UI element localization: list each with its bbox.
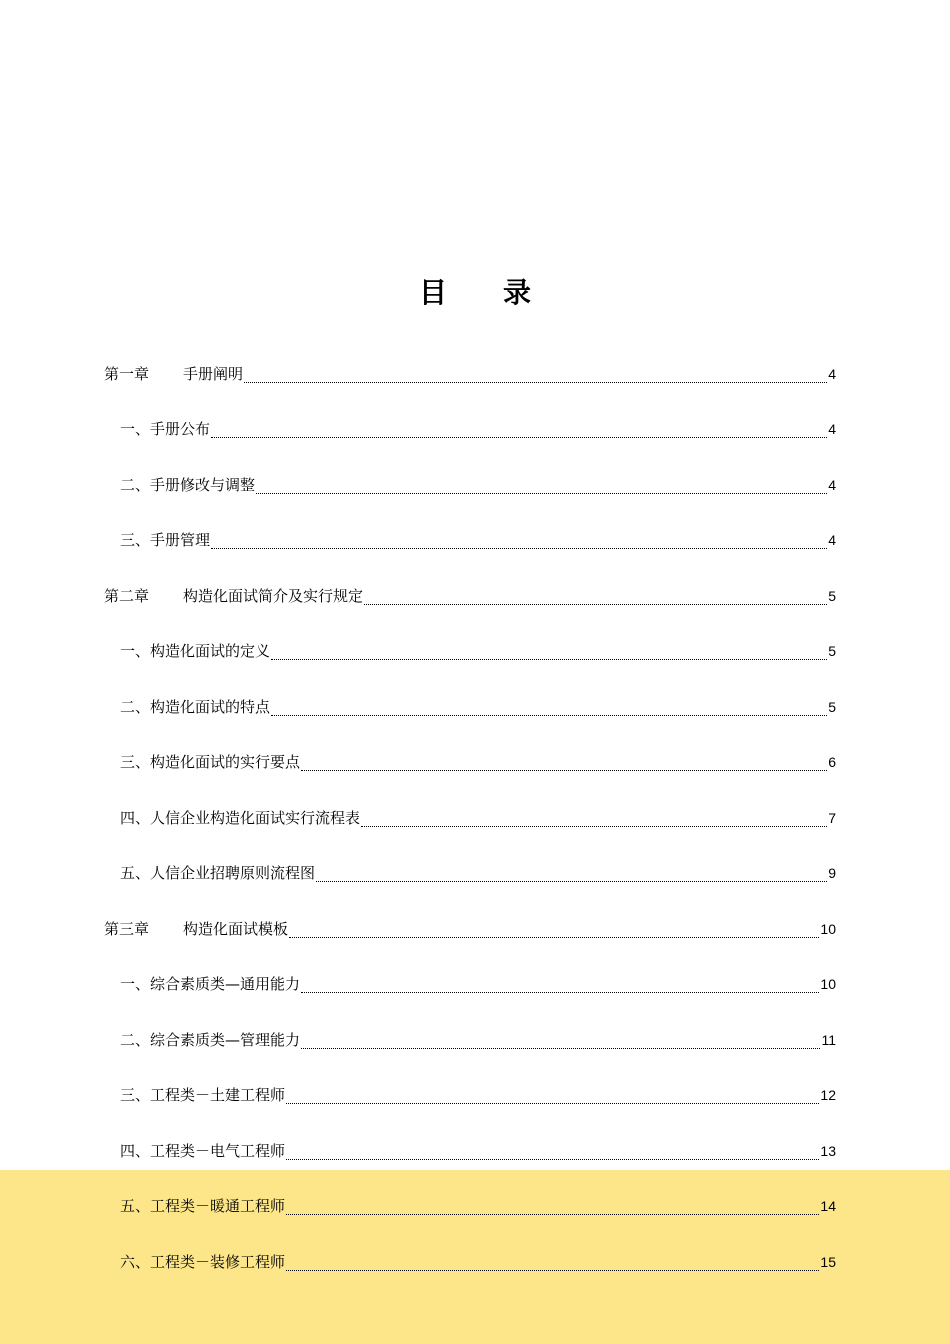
toc-chapter-entry[interactable]: [104, 558, 836, 614]
toc-page-number: 11: [821, 1031, 836, 1048]
toc-page-number: 9: [828, 865, 836, 881]
toc-chapter-entry[interactable]: [104, 891, 836, 947]
page-title-left: 目: [418, 275, 447, 309]
toc-entry-label: 构造化面试的定义: [150, 642, 271, 660]
toc-entry-number: 第三章: [104, 919, 150, 938]
toc-entry-number: 一、: [120, 420, 151, 438]
toc-dot-leader: [244, 382, 827, 383]
toc-section-entry[interactable]: [104, 669, 836, 725]
table-of-contents: [104, 336, 836, 1280]
toc-entry-label: 手册公布: [150, 420, 211, 438]
toc-dot-leader: [271, 659, 827, 660]
toc-page-number: 5: [828, 643, 836, 659]
page-title: [0, 271, 950, 311]
toc-page-number: 14: [820, 1198, 836, 1214]
toc-entry-label: 工程类－装修工程师: [150, 1252, 286, 1271]
toc-entry-number: 第一章: [104, 364, 150, 383]
toc-entry-number: 四、: [120, 808, 151, 827]
toc-page-number: 12: [820, 1087, 836, 1103]
toc-section-entry[interactable]: [104, 1002, 836, 1058]
toc-section-entry[interactable]: [104, 1058, 836, 1114]
toc-dot-leader: [211, 548, 827, 549]
toc-dot-leader: [301, 1048, 820, 1049]
toc-entry-label: 工程类－土建工程师: [150, 1086, 286, 1104]
toc-entry-label: 手册阐明: [183, 364, 244, 383]
page-title-right: 录: [503, 275, 532, 309]
toc-entry-label: 手册修改与调整: [150, 475, 256, 494]
toc-page-number: 4: [828, 532, 836, 548]
toc-entry-number: 四、: [120, 1141, 151, 1160]
toc-entry-number: 五、: [120, 1197, 151, 1215]
toc-page-number: 10: [820, 976, 836, 992]
toc-page-number: 4: [828, 365, 836, 382]
toc-page-number: 4: [828, 476, 836, 493]
toc-dot-leader: [286, 1103, 819, 1104]
toc-section-entry[interactable]: [104, 1224, 836, 1280]
toc-entry-label: 手册管理: [150, 531, 211, 549]
toc-page-number: 5: [828, 698, 836, 715]
toc-section-entry[interactable]: [104, 780, 836, 836]
toc-entry-number: 六、: [120, 1252, 151, 1271]
toc-entry-number: 一、: [120, 975, 151, 993]
toc-dot-leader: [364, 604, 827, 605]
toc-entry-label: 构造化面试的实行要点: [150, 753, 301, 771]
toc-entry-label: 构造化面试简介及实行规定: [183, 586, 364, 605]
toc-entry-number: 三、: [120, 753, 151, 771]
toc-dot-leader: [286, 1214, 819, 1215]
toc-section-entry[interactable]: [104, 836, 836, 892]
toc-entry-number: 二、: [120, 475, 151, 494]
toc-entry-number: 第二章: [104, 586, 150, 605]
toc-entry-number: 五、: [120, 864, 151, 882]
toc-entry-number: 一、: [120, 642, 151, 660]
toc-page-number: 4: [828, 421, 836, 437]
toc-dot-leader: [301, 992, 819, 993]
toc-dot-leader: [256, 493, 827, 494]
toc-dot-leader: [301, 770, 827, 771]
toc-dot-leader: [211, 437, 827, 438]
toc-entry-label: 人信企业构造化面试实行流程表: [150, 808, 361, 827]
toc-page-number: 6: [828, 754, 836, 770]
toc-entry-number: 二、: [120, 1030, 151, 1049]
toc-dot-leader: [316, 881, 827, 882]
toc-page-number: 7: [828, 809, 836, 826]
toc-page-number: 13: [820, 1142, 836, 1159]
toc-section-entry[interactable]: [104, 503, 836, 559]
toc-page-number: 15: [820, 1253, 836, 1270]
toc-entry-number: 三、: [120, 531, 151, 549]
toc-dot-leader: [286, 1159, 819, 1160]
toc-section-entry[interactable]: [104, 392, 836, 448]
toc-section-entry[interactable]: [104, 447, 836, 503]
toc-dot-leader: [289, 937, 819, 938]
toc-entry-number: 二、: [120, 697, 151, 716]
toc-dot-leader: [361, 826, 827, 827]
toc-chapter-entry[interactable]: [104, 336, 836, 392]
toc-entry-label: 人信企业招聘原则流程图: [150, 864, 316, 882]
toc-section-entry[interactable]: [104, 1113, 836, 1169]
toc-entry-label: 构造化面试模板: [183, 919, 289, 938]
toc-dot-leader: [286, 1270, 819, 1271]
toc-dot-leader: [271, 715, 827, 716]
toc-entry-label: 综合素质类—管理能力: [150, 1030, 301, 1049]
toc-section-entry[interactable]: [104, 725, 836, 781]
toc-entry-label: 综合素质类—通用能力: [150, 975, 301, 993]
toc-entry-label: 工程类－电气工程师: [150, 1141, 286, 1160]
toc-section-entry[interactable]: [104, 1169, 836, 1225]
toc-entry-label: 工程类－暖通工程师: [150, 1197, 286, 1215]
toc-section-entry[interactable]: [104, 947, 836, 1003]
toc-entry-label: 构造化面试的特点: [150, 697, 271, 716]
toc-page-number: 10: [820, 920, 836, 937]
toc-entry-number: 三、: [120, 1086, 151, 1104]
toc-section-entry[interactable]: [104, 614, 836, 670]
toc-page-number: 5: [828, 587, 836, 604]
